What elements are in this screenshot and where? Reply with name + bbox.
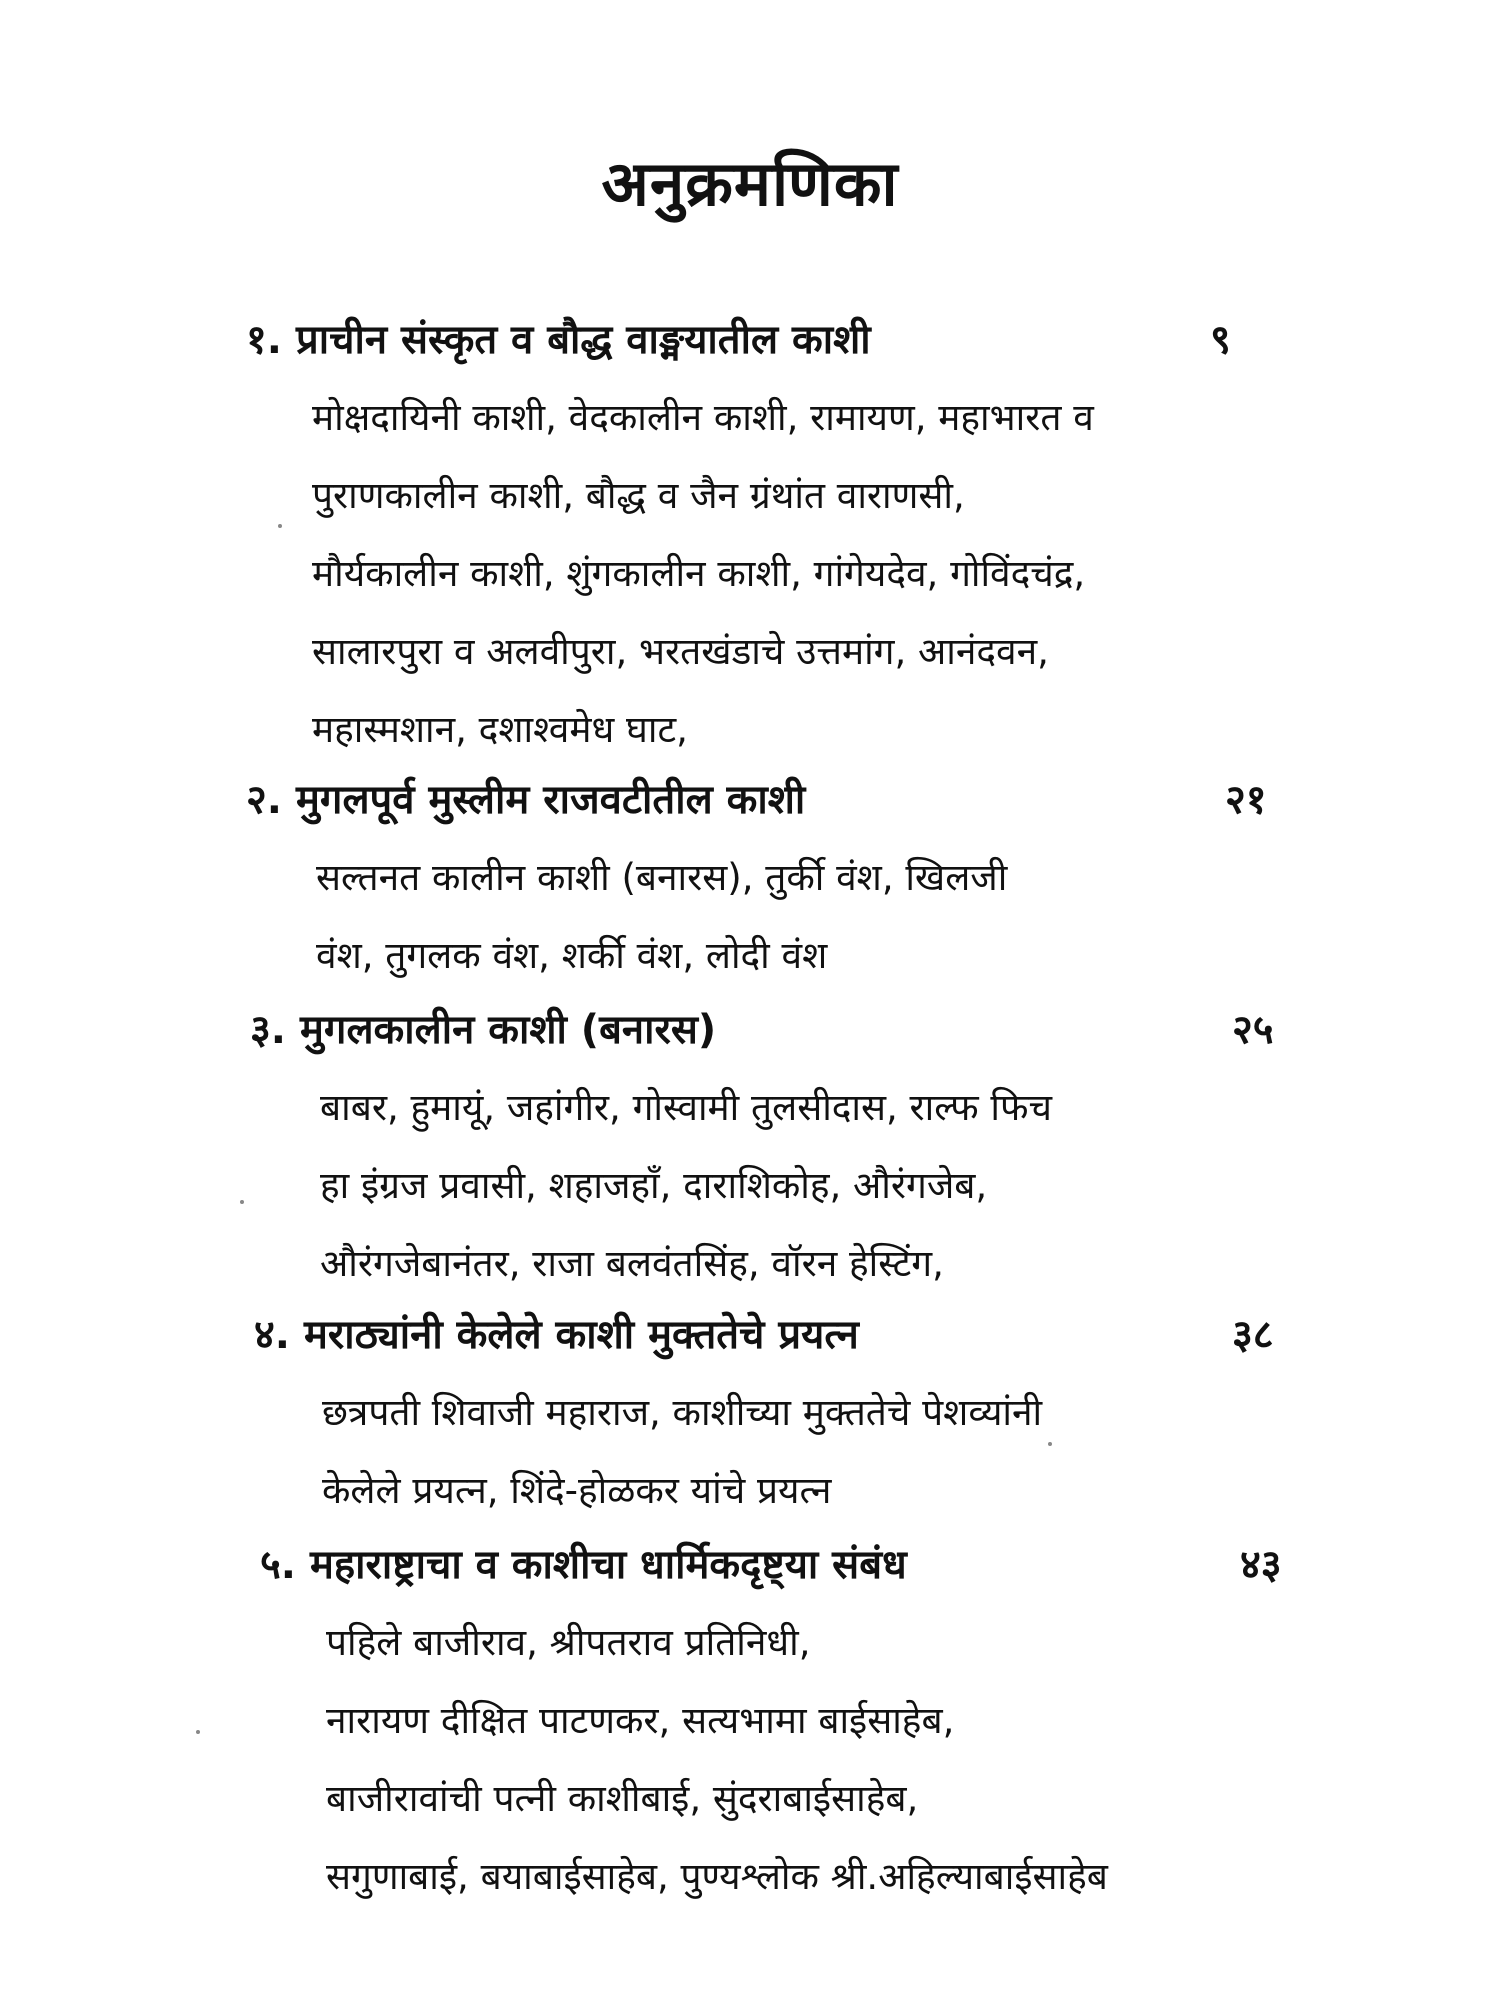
chapter-description-line: औरंगजेबानंतर, राजा बलवंतसिंह, वॉरन हेस्टिंग,	[320, 1242, 944, 1285]
chapter-3	[0, 995, 1500, 1307]
chapter-description-line: केलेले प्रयत्न, शिंदे-होळकर यांचे प्रयत्न	[322, 1469, 832, 1512]
chapter-heading	[0, 1530, 1500, 1608]
chapter-2	[0, 765, 1500, 999]
chapter-page-number: ४३	[1240, 1542, 1282, 1588]
chapter-number: ४.	[254, 1312, 290, 1358]
chapter-description-line: हा इंग्रज प्रवासी, शहाजहाँ, दाराशिकोह, औरंगजेब,	[320, 1164, 988, 1207]
chapter-5	[0, 1530, 1500, 1920]
chapter-heading	[0, 305, 1500, 383]
chapter-title: मुगलकालीन काशी (बनारस)	[300, 1007, 717, 1053]
chapter-4	[0, 1300, 1500, 1534]
chapter-title-row	[250, 995, 716, 1065]
chapter-page-number: ३८	[1232, 1312, 1274, 1358]
chapter-description-line: बाबर, हुमायूं, जहांगीर, गोस्वामी तुलसीदास, राल्फ फिच	[320, 1086, 1053, 1129]
chapter-description-line: छत्रपती शिवाजी महाराज, काशीच्या मुक्ततेचे पेशव्यांनी	[322, 1391, 1043, 1434]
chapter-heading	[0, 765, 1500, 843]
chapter-description-line: सालारपुरा व अलवीपुरा, भरतखंडाचे उत्तमांग, आनंदवन,	[312, 630, 1049, 673]
chapter-description-line: नारायण दीक्षित पाटणकर, सत्यभामा बाईसाहेब,	[326, 1699, 955, 1742]
chapter-page-number: ९	[1210, 317, 1231, 363]
chapter-description-line: महास्मशान, दशाश्वमेध घाट,	[312, 708, 688, 751]
chapter-title-row	[254, 1300, 859, 1370]
chapter-description-line: सगुणाबाई, बयाबाईसाहेब, पुण्यश्लोक श्री.अहिल्याबाईसाहेब	[326, 1855, 1108, 1898]
chapter-description-line: पहिले बाजीराव, श्रीपतराव प्रतिनिधी,	[326, 1621, 811, 1664]
chapter-page-number: २५	[1232, 1007, 1274, 1053]
chapter-title-row	[246, 765, 805, 835]
chapter-heading	[0, 1300, 1500, 1378]
chapter-description-line: पुराणकालीन काशी, बौद्ध व जैन ग्रंथांत वाराणसी,	[312, 474, 965, 517]
chapter-title: प्राचीन संस्कृत व बौद्ध वाङ्मयातील काशी	[296, 317, 871, 363]
chapter-title-row	[246, 305, 871, 375]
chapter-title-row	[260, 1530, 907, 1600]
scan-speck	[278, 524, 282, 528]
chapter-title: महाराष्ट्राचा व काशीचा धार्मिकदृष्ट्या संबंध	[310, 1542, 907, 1588]
scan-speck	[196, 1730, 200, 1734]
chapter-number: ३.	[250, 1007, 286, 1053]
chapter-title: मराठ्यांनी केलेले काशी मुक्ततेचे प्रयत्न	[304, 1312, 859, 1358]
chapter-description-line: मोक्षदायिनी काशी, वेदकालीन काशी, रामायण, महाभारत व	[312, 396, 1094, 439]
chapter-number: २.	[246, 777, 282, 823]
chapter-title: मुगलपूर्व मुस्लीम राजवटीतील काशी	[296, 777, 806, 823]
scan-speck	[240, 1200, 244, 1204]
page-title: अनुक्रमणिका	[601, 147, 899, 220]
chapter-description-line: बाजीरावांची पत्नी काशीबाई, सुंदराबाईसाहेब,	[326, 1777, 919, 1820]
chapter-number: ५.	[260, 1542, 296, 1588]
chapter-heading	[0, 995, 1500, 1073]
chapter-1	[0, 305, 1500, 773]
chapter-number: १.	[246, 317, 282, 363]
chapter-description-line: मौर्यकालीन काशी, शुंगकालीन काशी, गांगेयदेव, गोविंदचंद्र,	[312, 552, 1086, 595]
chapter-description-line: वंश, तुगलक वंश, शर्की वंश, लोदी वंश	[316, 934, 828, 977]
chapter-page-number: २१	[1225, 777, 1267, 823]
scan-speck	[1048, 1442, 1052, 1446]
chapter-description-line: सल्तनत कालीन काशी (बनारस), तुर्की वंश, खिलजी	[316, 856, 1008, 899]
